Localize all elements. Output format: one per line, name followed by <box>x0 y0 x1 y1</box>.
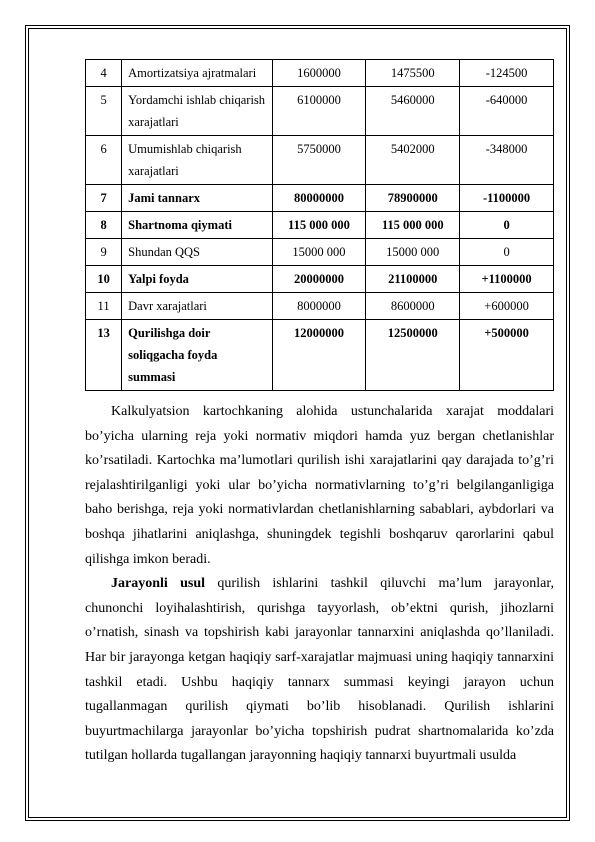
row-difference: -348000 <box>460 136 554 185</box>
table-row <box>86 136 554 185</box>
row-fact-value: 15000 000 <box>366 239 460 266</box>
row-plan-value: 1600000 <box>272 60 366 87</box>
row-difference: +1100000 <box>460 266 554 293</box>
term-jarayonli-usul: Jarayonli usul <box>111 576 206 592</box>
row-name: Yordamchi ishlab chiqarish xarajatlari <box>122 87 272 136</box>
row-number: 5 <box>86 87 122 136</box>
row-fact-value: 78900000 <box>366 185 460 212</box>
row-number: 6 <box>86 136 122 185</box>
row-number: 13 <box>86 320 122 391</box>
row-fact-value: 12500000 <box>366 320 460 391</box>
row-plan-value: 115 000 000 <box>272 212 366 239</box>
row-fact-value: 1475500 <box>366 60 460 87</box>
table-row <box>86 212 554 239</box>
row-difference: +600000 <box>460 293 554 320</box>
row-plan-value: 20000000 <box>272 266 366 293</box>
row-name: Jami tannarx <box>122 185 272 212</box>
table-row <box>86 185 554 212</box>
body-text <box>85 400 554 769</box>
table-row <box>86 266 554 293</box>
row-difference: +500000 <box>460 320 554 391</box>
row-fact-value: 8600000 <box>366 293 460 320</box>
row-fact-value: 21100000 <box>366 266 460 293</box>
row-difference: -640000 <box>460 87 554 136</box>
table-row <box>86 60 554 87</box>
row-name: Shundan QQS <box>122 239 272 266</box>
table-row <box>86 87 554 136</box>
row-fact-value: 5460000 <box>366 87 460 136</box>
row-number: 9 <box>86 239 122 266</box>
row-plan-value: 12000000 <box>272 320 366 391</box>
row-plan-value: 80000000 <box>272 185 366 212</box>
row-number: 7 <box>86 185 122 212</box>
row-number: 11 <box>86 293 122 320</box>
paragraph-jarayonli-usul <box>85 572 554 769</box>
row-number: 10 <box>86 266 122 293</box>
paragraph-kalkulyatsion: Kalkulyatsion kartochkaning alohida ustunchalarida xarajat moddalari bo’yicha ularning reja yoki normativ miqdori hamda yuz bergan chetlanishlar ko’rsatiladi. Kartochka ma’lumotlari qurilish ishi xarajatlarini qay darajada to’g’ri rejalashtirilganligi yoki ular bo’yicha normativlarning to’g’ri belgilanganligiga baho berishga, reja yoki normativlardan chetlanishlarning sabablari, aybdorlari va boshqa jihatlarini aniqlashga, shuningdek tegishli boshqaruv qarorlarini qabul qilishga imkon beradi. <box>85 404 554 567</box>
row-difference: 0 <box>460 212 554 239</box>
row-name: Qurilishga doir soliqgacha foyda summasi <box>122 320 272 391</box>
row-name: Umumishlab chiqarish xarajatlari <box>122 136 272 185</box>
row-number: 8 <box>86 212 122 239</box>
row-name: Davr xarajatlari <box>122 293 272 320</box>
row-difference: 0 <box>460 239 554 266</box>
table-row <box>86 320 554 391</box>
row-plan-value: 5750000 <box>272 136 366 185</box>
cost-table <box>85 59 554 391</box>
row-plan-value: 8000000 <box>272 293 366 320</box>
paragraph-jarayonli-text: qurilish ishlarini tashkil qiluvchi ma’lum jarayonlar, chunonchi loyihalashtirish, qurishga tayyorlash, ob’ektni qurish, jihozlarni o’rnatish, sinash va topshirish kabi jarayonlar tannarxini aniqlashda qo’llaniladi. Har bir jarayonga ketgan haqiqiy sarf-xarajatlar majmuasi uning haqiqiy tannarxini tashkil etadi. Ushbu haqiqiy tannarx summasi keyingi jarayon uchun tugallanmagan qurilish qiymati bo’lib hisoblanadi. Qurilish ishlarini buyurtmachilarga jarayonlar bo’yicha topshirish pudrat shartnomalarida ko’zda tutilgan hollarda tugallangan jarayonning haqiqiy tannarxi buyurtmali usulda <box>85 576 554 764</box>
row-plan-value: 15000 000 <box>272 239 366 266</box>
row-fact-value: 115 000 000 <box>366 212 460 239</box>
row-number: 4 <box>86 60 122 87</box>
row-difference: -1100000 <box>460 185 554 212</box>
row-plan-value: 6100000 <box>272 87 366 136</box>
row-fact-value: 5402000 <box>366 136 460 185</box>
table-row <box>86 293 554 320</box>
row-difference: -124500 <box>460 60 554 87</box>
row-name: Yalpi foyda <box>122 266 272 293</box>
row-name: Shartnoma qiymati <box>122 212 272 239</box>
table-row <box>86 239 554 266</box>
row-name: Amortizatsiya ajratmalari <box>122 60 272 87</box>
